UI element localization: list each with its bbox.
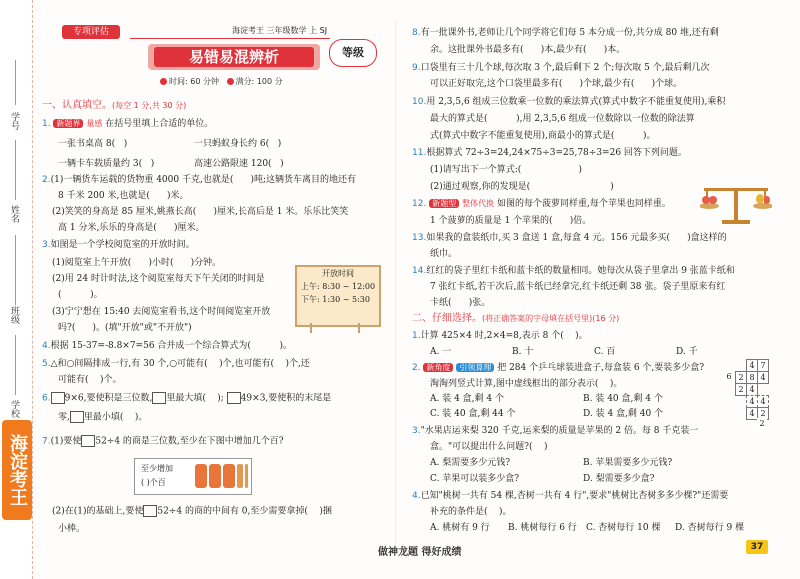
label-school: 学校	[9, 400, 19, 418]
grade-label: 等级	[342, 46, 364, 59]
new-topic-tag: 新题界	[53, 119, 83, 128]
title-banner	[148, 44, 320, 70]
choice-3: 3."水果店运来梨 320 千克,运来梨的质量是苹果的 2 倍。每 8 千克装一	[412, 426, 699, 436]
balance-scale-image	[700, 180, 772, 226]
choice-2-opt-b[interactable]: B. 装 40 盒,剩 4 个	[583, 394, 663, 404]
question-5: 5.△和○间隔排成一行,有 30 个,○可能有( )个,也可能有( )个,还	[42, 359, 310, 369]
choice-1-opt-b[interactable]: B. 十	[512, 347, 534, 357]
column-divider	[395, 20, 396, 555]
counting-sticks-figure	[134, 458, 252, 495]
time-score-info	[160, 76, 283, 87]
new-type-tag: 新题型	[429, 199, 459, 208]
q1-blank-a[interactable]: 一张书桌高 8( )	[58, 139, 128, 149]
sign-am: 上午: 8:30 ~ 12:00	[301, 282, 376, 291]
reasoning-tag: 引领算理	[456, 363, 494, 372]
q1-blank-b[interactable]: 一只蚂蚁身长约 6( )	[194, 139, 282, 149]
q1-blank-d[interactable]: 高速公路限速 120( )	[194, 159, 284, 169]
score-icon	[227, 78, 234, 85]
sticks-answer[interactable]: ( )个百	[141, 478, 166, 487]
choice-3-opt-b[interactable]: B. 苹果需要多少元钱?	[583, 458, 673, 468]
question-10: 10.用 2,3,5,6 组成三位数乘一位数的乘法算式(算式中数字不能重复使用),乘积	[412, 97, 726, 107]
new-angle-tag: 新角度	[423, 363, 453, 372]
choice-2-opt-a[interactable]: A. 装 4 盒,剩 4 个	[430, 394, 504, 404]
choice-4-opt-a[interactable]: A. 桃树有 9 行	[430, 523, 490, 533]
header-rule	[130, 38, 330, 39]
single-stick	[237, 464, 243, 488]
question-6: 6. 9×6,要使积是三位数, 里最大填( ); 49×3,要使积的末尾是	[42, 393, 332, 404]
brand-logo: 海淀考王	[2, 420, 32, 520]
header-meta: 海淀考王 三年级数学 上 SJ	[232, 26, 328, 35]
binding-strip	[0, 0, 33, 579]
choice-4-opt-d[interactable]: D. 杏树每行 9 棵	[675, 523, 745, 533]
choice-3-opt-c[interactable]: C. 苹果可以装多少盒?	[430, 474, 520, 484]
choice-3-opt-d[interactable]: D. 梨需要多少盒?	[583, 474, 655, 484]
choice-2-opt-c[interactable]: C. 装 40 盒,剩 44 个	[430, 409, 516, 419]
choice-1-opt-c[interactable]: C. 百	[594, 347, 616, 357]
grade-box	[329, 39, 377, 67]
single-stick	[245, 464, 248, 488]
workbook-page: 学号 姓名 班级 学校 海淀考王 专项评估 海淀考王 三年级数学 上 SJ 易错易混辨析 等级 时间: 60 分钟 满分: 100 分 一、认真填空。(每空 1 分,共 30 分) 1. 新题界 量感 在括号里填上合适的单位。 一张书桌高 8( ) 一只蚂蚁身长约 6( ) 一辆卡车载质量约 3( ) 高速公路限速 120( ) 2.(1)一辆货车运载的货物重 4000 千克,也就是( )吨;这辆货车离目的地还有 8 千米 200 米,也就是( )米。 (2)笑笑的身高是 85 厘米,姚燕长高( )厘米,长高后是 1 米。乐乐比笑笑 高 1 分米,乐乐的身高是( )厘米。 3.如图是一个学校阅览室的开放时间。 (1)阅览室上午开放( )小时( )分钟。 (2)用 24 时计时法,这个阅览室每天下午关闭的时间是 ( )。 (3)宁宁想在 15:40 去阅览室看书,这个时间阅览室开放 吗?( )。(填"开放"或"不开放") 开放时间 上午: 8:30 ~ 12:00 下午: 1:30 ~ 5:30 4.根据 15-37=-8.8×7=56 合并成一个综合算式为( )。 5.△和○间隔排成一行,有 30 个,○可能有( )个,也可能有( )个,还 可能有( )个。 6. 9×6,要使积是三位数, 里最大填( ); 49×3,要使积的末尾是 零, 里最小填( )。 7.(1)要使 52÷4 的商是三位数,至少在下图中增加几个百? 至少增加 ( )个百 (2)在(1)的基础上,要使 52÷4 的商的中间有 0,至少需要拿掉( )捆 小棒。 8.有一批课外书,老师让几个同学将它们每 5 本分成一份,共分成 80 堆,还有剩 余。这批课外书最多有( )本,最少有( )本。 9.口袋里有三十几个球,每次取 3 个,最后剩下 2 个;每次取 5 个,最后剩几次 可以正好取完,这个口袋里最多有( )个球,最少有( )个球。 10.用 2,3,5,6 组成三位数乘一位数的乘法算式(算式中数字不能重复使用),乘积 最大的算式是( ),用 2,3,5,6 组成一位数除以一位数的除法算 式(算式中数字不能重复使用),商最小的算式是( )。 11.根据算式 72÷3=24,24×75÷3=25,78÷3=26 回答下列问题。 (1)请写出下一个算式:( ) (2)通过观察,你的发现是( ) 12. 新题型 整体代换 如图的每个菠萝同样重,每个苹果也同样重。 1 个菠萝的质量是 1 个苹果的( )倍。 13.如果我的盒装纸巾,买 3 盒送 1 盒,每盒 4 元。156 元最多买( )盒这样的 纸巾。 14.红红的袋子里红卡纸和蓝卡纸的数量相同。她每次从袋子里拿出 9 张蓝卡纸和 7 张红卡纸,若干次后,蓝卡纸已经拿完,红卡纸还剩 38 张。袋子里原来有红 卡纸( )张。 二、仔细选择。(将正确答案的字母填在括号里)(16 分) 1.计算 425×4 时,2×4=8,表示 8 个( )。 A. 一 B. 十 C. 百 D. 千 2. 新角度 引领算理 把 284 个乒乓球装进盒子,每盒装 6 个,要装多少盒? 淘淘列竖式计算,图中虚线框出的部分表示( )。 A. 装 4 盒,剩 4 个 B. 装 40 盒,剩 4 个 C. 装 40 盒,剩 44 个 D. 装 4 盒,剩 40 个 4 7 6 2 8 4 2 4 4 4 4 2 2 3."水果店运来梨 320 千克,运来梨的质量是苹果的 2 倍。每 8 千克装一 盒。"可以提出什么问题?( ) A. 梨需要多少元钱? B. 苹果需要多少元钱? C. 苹果可以装多少盒? D. 梨需要多少盒? 4.已知"桃树一共有 54 棵,杏树一共有 4 行",要求"桃树比杏树多多少棵?"还需要 补充的条件是( )。 A. 桃树有 9 行 B. 桃树每行 6 行 C. 杏树每行 10 棵 D. 杏树每行 9 棵 做神龙题 得好成绩 37	[0, 0, 800, 579]
sign-pm: 下午: 1:30 ~ 5:30	[301, 295, 370, 304]
stick-bundle	[223, 464, 235, 488]
full-score: 满分: 100 分	[235, 77, 283, 86]
section1-title: 一、认真填空。(每空 1 分,共 30 分)	[42, 100, 187, 111]
question-2: 2.(1)一辆货车运载的货物重 4000 千克,也就是( )吨;这辆货车离目的地还有	[42, 175, 357, 185]
sticks-label: 至少增加	[141, 464, 173, 473]
question-13: 13.如果我的盒装纸巾,买 3 盒送 1 盒,每盒 4 元。156 元最多买( )盒这样的	[412, 233, 727, 243]
question-3: 3.如图是一个学校阅览室的开放时间。	[42, 240, 195, 250]
footer-motto: 做神龙题 得好成绩	[378, 547, 462, 558]
q1-blank-c[interactable]: 一辆卡车载质量约 3( )	[58, 159, 155, 169]
choice-3-opt-a[interactable]: A. 梨需要多少元钱?	[430, 458, 511, 468]
choice-4-opt-b[interactable]: B. 桃树每行 6 行	[508, 523, 577, 533]
stick-bundle	[209, 464, 221, 488]
question-4: 4.根据 15-37=-8.8×7=56 合并成一个综合算式为( )。	[42, 341, 293, 351]
choice-1-opt-a[interactable]: A. 一	[430, 347, 452, 357]
opening-hours-sign	[295, 265, 381, 327]
choice-2: 2. 新角度 引领算理 把 284 个乒乓球装进盒子,每盒装 6 个,要装多少盒?	[412, 363, 705, 373]
question-9: 9.口袋里有三十几个球,每次取 3 个,最后剩下 2 个;每次取 5 个,最后剩几次	[412, 63, 710, 73]
label-name: 姓名	[9, 205, 19, 223]
clock-icon	[160, 78, 167, 85]
long-division-figure: 4 7 6 2 8 4 2 4 4 4 4 2 2	[728, 359, 768, 421]
question-1: 1. 新题界 量感 在括号里填上合适的单位。	[42, 119, 214, 129]
choice-4: 4.已知"桃树一共有 54 棵,杏树一共有 4 行",要求"桃树比杏树多多少棵?"还需要	[412, 491, 729, 501]
question-7: 7.(1)要使 52÷4 的商是三位数,至少在下图中增加几个百?	[42, 436, 284, 447]
special-eval-tab: 专项评估	[62, 25, 120, 39]
label-student-number: 学号	[9, 112, 19, 130]
question-12: 12. 新题型 整体代换 如图的每个菠萝同样重,每个苹果也同样重。	[412, 199, 671, 209]
time-limit: 时间: 60 分钟	[169, 77, 219, 86]
label-class: 班级	[9, 306, 19, 324]
choice-1: 1.计算 425×4 时,2×4=8,表示 8 个( )。	[412, 331, 588, 341]
page-number: 37	[746, 540, 768, 554]
choice-2-opt-d[interactable]: D. 装 4 盒,剩 40 个	[583, 409, 664, 419]
section2-title: 二、仔细选择。(将正确答案的字母填在括号里)(16 分)	[412, 313, 620, 324]
sign-title: 开放时间	[322, 269, 354, 278]
page-title: 易错易混辨析	[154, 47, 314, 67]
question-8: 8.有一批课外书,老师让几个同学将它们每 5 本分成一份,共分成 80 堆,还有剩	[412, 28, 719, 38]
question-11: 11.根据算式 72÷3=24,24×75÷3=25,78÷3=26 回答下列问题。	[412, 148, 687, 158]
stick-bundle	[195, 464, 207, 488]
choice-4-opt-c[interactable]: C. 杏树每行 10 棵	[586, 523, 661, 533]
choice-1-opt-d[interactable]: D. 千	[676, 347, 698, 357]
question-14: 14.红红的袋子里红卡纸和蓝卡纸的数量相同。她每次从袋子里拿出 9 张蓝卡纸和	[412, 266, 735, 276]
